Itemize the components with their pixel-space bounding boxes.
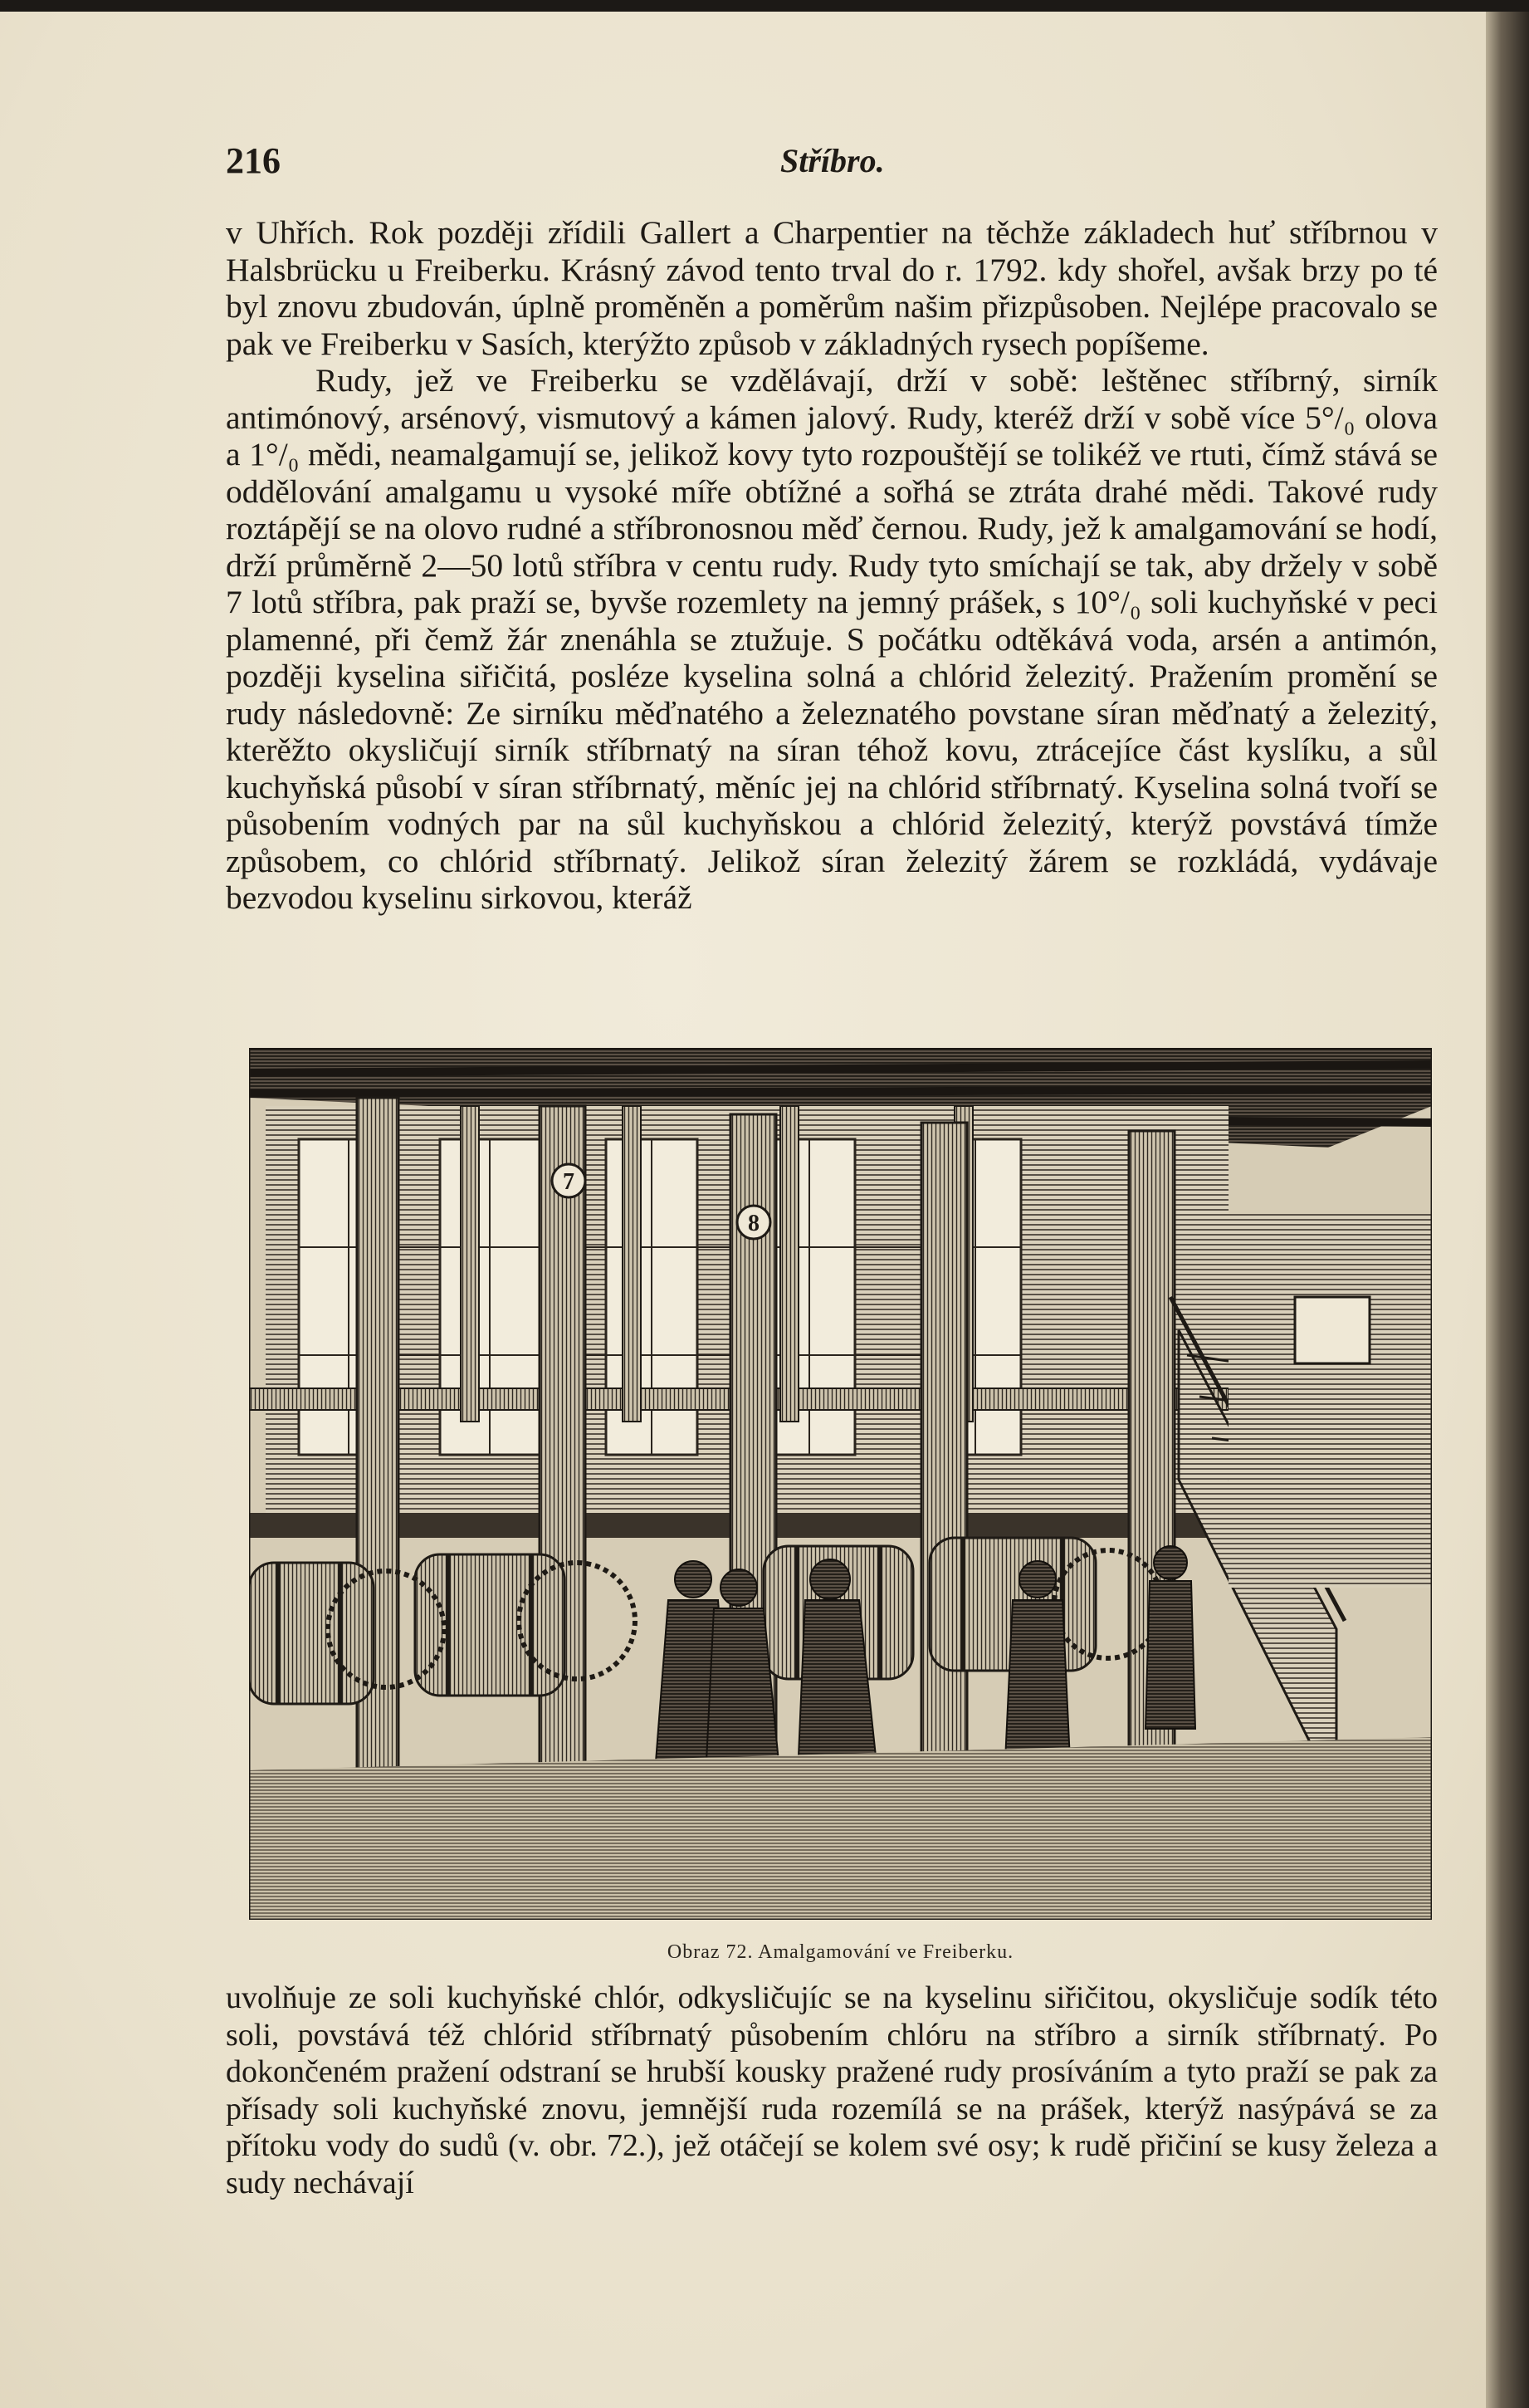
post-number-7-text: 7: [563, 1169, 574, 1195]
page-binding-edge: [1486, 12, 1529, 2408]
top-dark-border: [0, 0, 1529, 12]
barrel-1: [249, 1563, 374, 1704]
body-text-top: [226, 214, 1438, 917]
body-text-bottom: [226, 1980, 1438, 2202]
barrel-2: [415, 1554, 564, 1696]
paragraph-ores: Rudy, jež ve Freiberku se vzdělávají, drží v sobě: leštěnec stříbrný, sirník antimónový, arsénový, vismutový a kámen jalový. Rudy, kteréž drží v sobě více 5°/₀ olova a 1°/₀ mědi, neamalgamují se, jelikož kovy tyto rozpouštějí se tolikéž ve rtuti, čímž stává se oddělování amalgamu u vysoké míře obtížné a sořhá se ztráta drahé mědi. Takové rudy roztápějí se na olovo rudné a stříbronosnou měď černou. Rudy, jež k amalgamování se hodí, drží průměrně 2—50 lotů stříbra v centu rudy. Rudy tyto smíchají se tak, aby držely v sobě 7 lotů stříbra, pak praží se, byvše rozemlety na jemný prášek, s 10°/₀ soli kuchyňské v peci plamenné, při čemž žár znenáhla se ztužuje. S počátku odtěkává voda, arsén a antimón, později kyselina siřičitá, posléze kyselina solná a chlórid železitý. Pražením promění se rudy následovně: Ze sirníku měďnatého a železnatého povstane síran měďnatý a železitý, kterěžto okysličují sirník stříbrnatý na síran téhož kovu, ztrácejíce část kyslíku, a sůl kuchyňská působí v síran stříbrnatý, měníc jej na chlórid stříbrnatý. Kyselina solná tvoří se působením vodných par na sůl kuchyňskou a chlórid železitý, kterýž povstává tímže způsobem, co chlórid stříbrnatý. Jelikož síran železitý žárem se rozkládá, vydávaje bezvodou kyselinu sirkovou, kteráž: [226, 362, 1438, 916]
paragraph-continued: v Uhřích. Rok později zřídili Gallert a Charpentier na těchže základech huť stříbrnou v Halsbrücku u Freiberku. Krásný závod tento trval do r. 1792. kdy shořel, avšak brzy po té byl znovu zbudován, úplně proměněn a poměrům našim přizpůsoben. Nejlépe pracovalo se pak ve Freiberku v Sasích, kterýžto způsob v základných rysech popíšeme.: [226, 214, 1438, 362]
wall-notice: [1295, 1297, 1370, 1363]
right-wall: [1229, 1214, 1432, 1588]
paragraph-after-figure: uvolňuje ze soli kuchyňské chlór, odkysličujíc se na kyselinu siřičitou, okysličuje sodík této soli, povstává též chlórid stříbrnatý působením chlóru na stříbro a sirník stříbrnatý. Po dokončeném pražení odstraní se hrubší kousky pražené rudy prosíváním a tyto praží se pak za přísady soli kuchyňské znovu, jemnější ruda rozemílá se na prášek, kterýž nasýpává se za přítoku vody do sudů (v. obr. 72.), jež otáčejí se kolem své osy; k rudě přičiní se kusy železa a sudy nechávají: [226, 1980, 1438, 2200]
running-head: Stříbro.: [780, 142, 885, 179]
page-header: [226, 139, 1438, 189]
figure-caption: Obraz 72. Amalgamování ve Freiberku.: [667, 1941, 1014, 1963]
post-number-8-text: 8: [748, 1211, 760, 1236]
page-number: 216: [226, 140, 281, 181]
post-number-8: [737, 1206, 770, 1239]
engraving-illustration: [249, 1048, 1432, 1920]
figure-amalgamation-hall: [249, 1048, 1432, 1920]
post-number-7: [552, 1164, 585, 1197]
